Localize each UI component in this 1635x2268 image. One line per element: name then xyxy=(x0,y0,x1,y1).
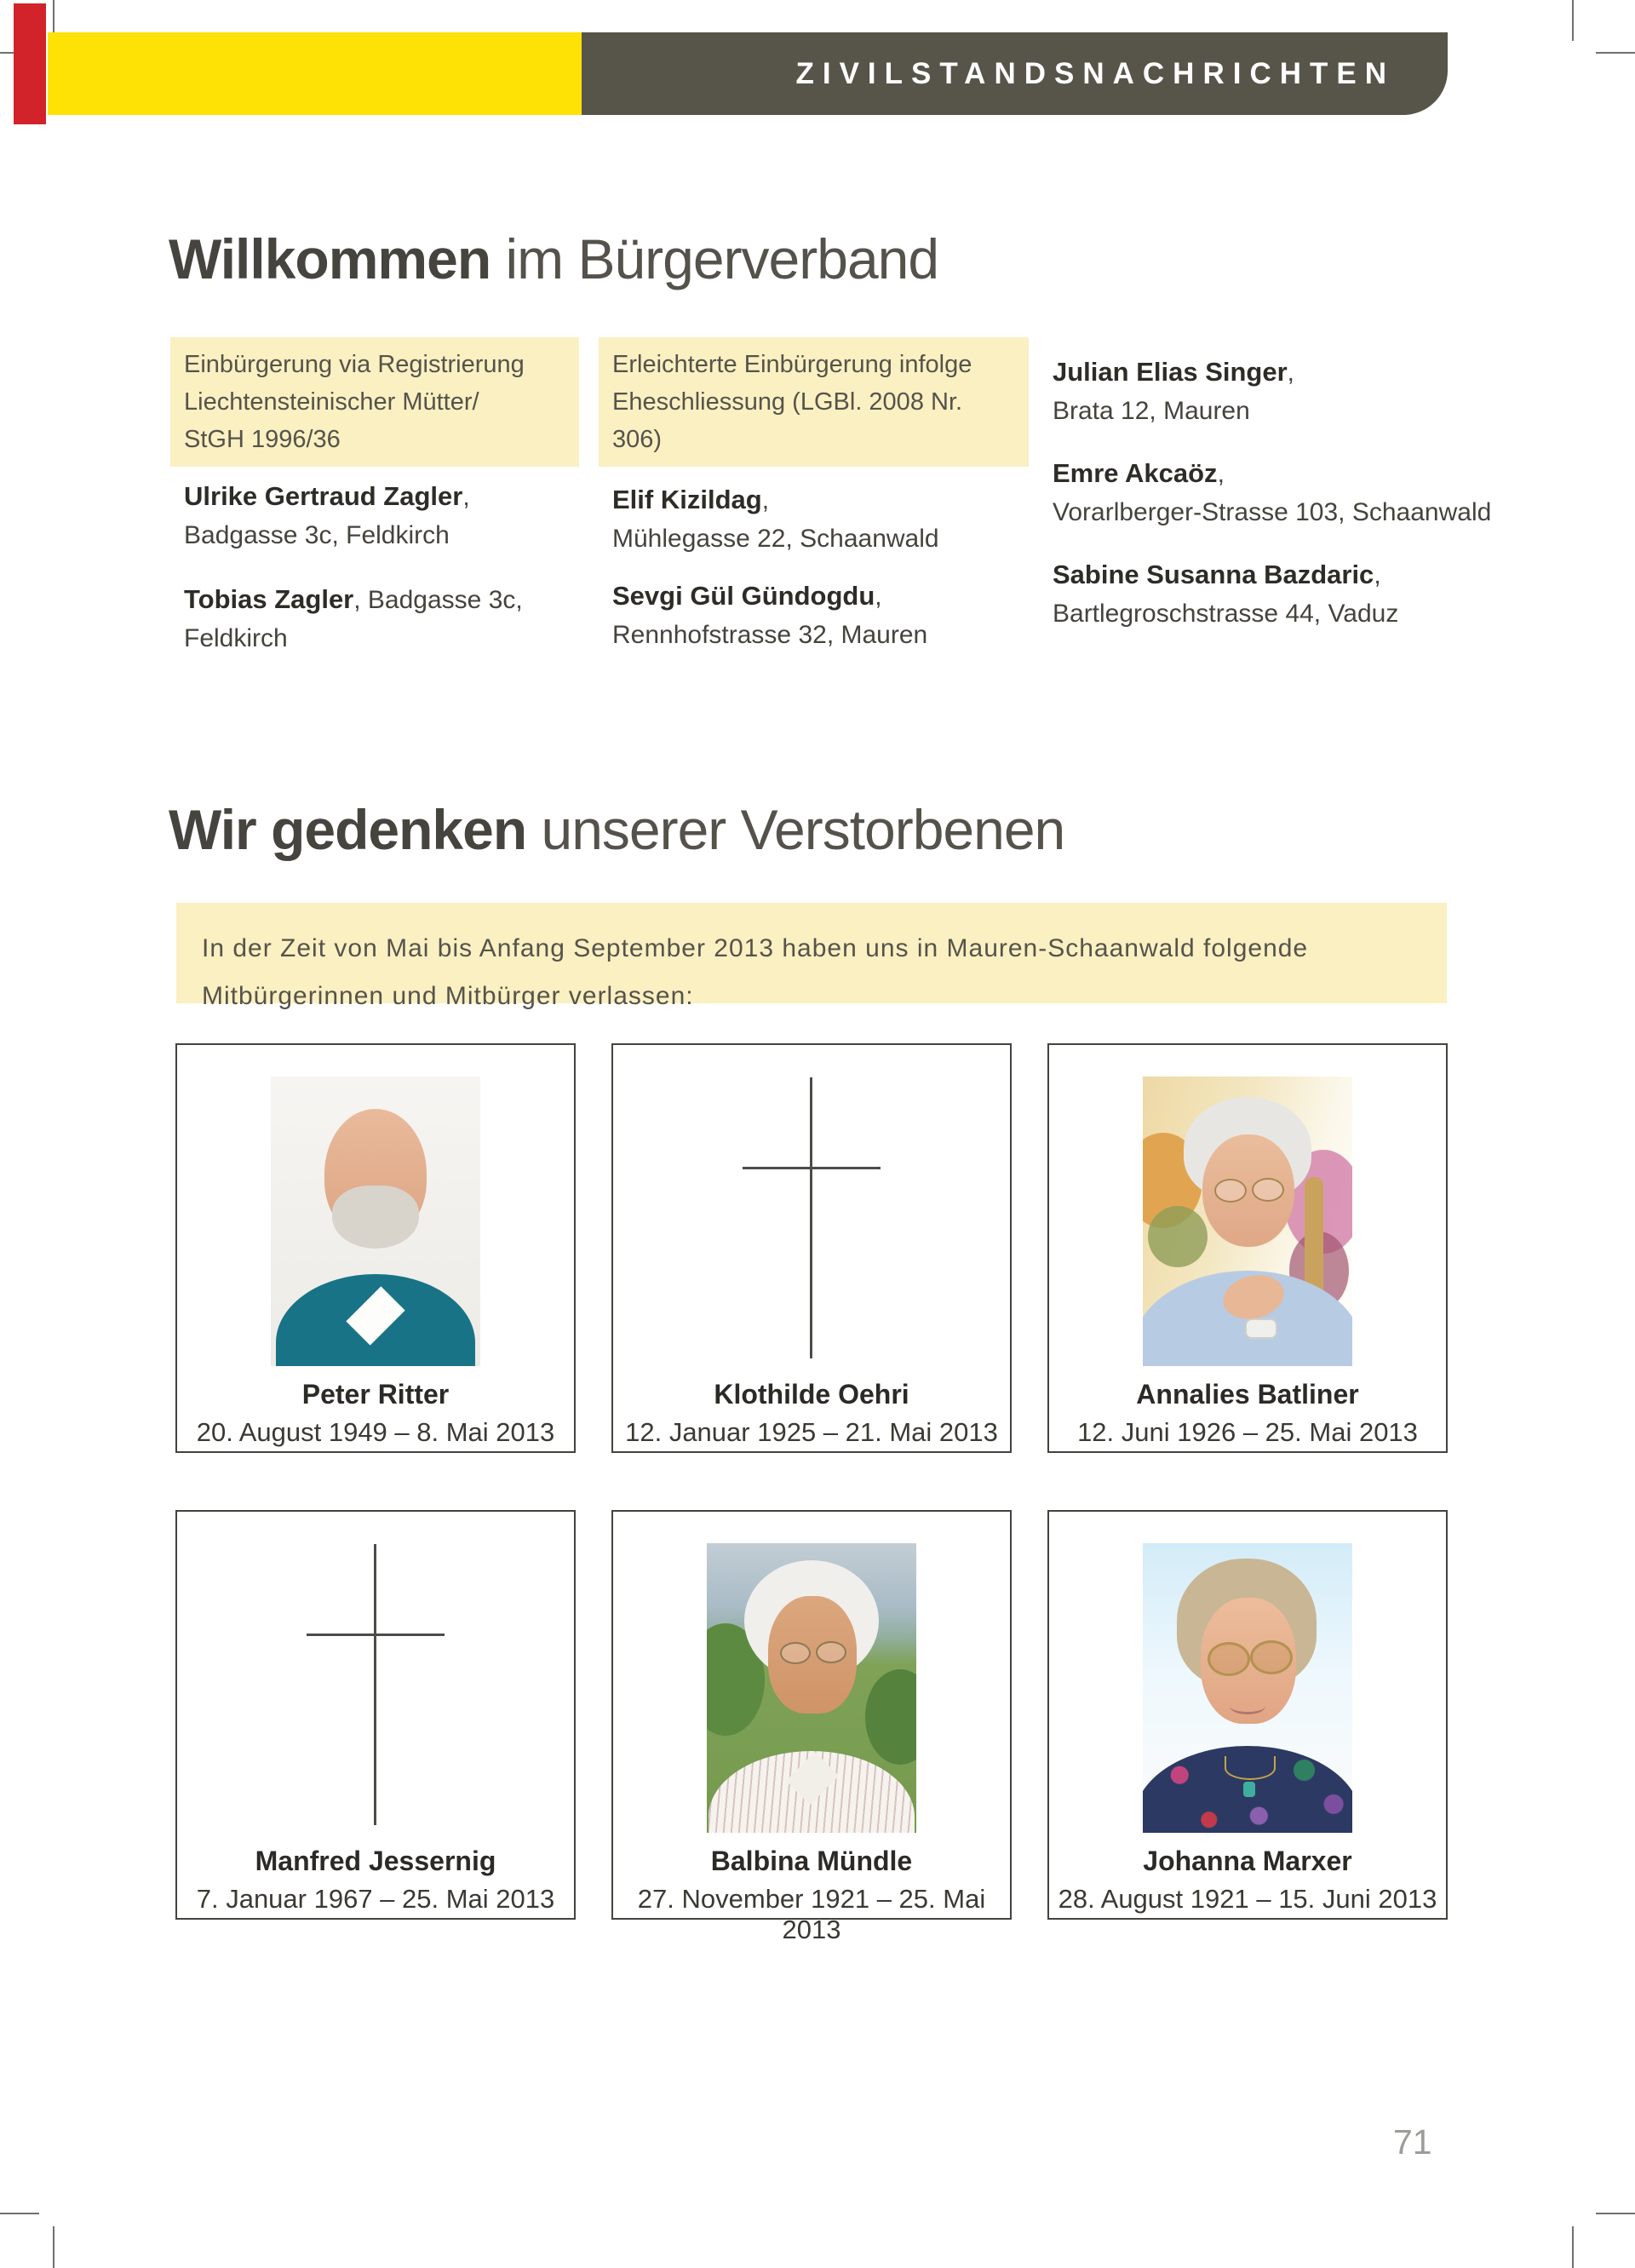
citizen-entry xyxy=(1053,353,1516,430)
welcome-column-1 xyxy=(170,337,579,657)
entry-line xyxy=(612,480,1033,520)
note-line: Mitbürgerinnen und Mitbürger verlassen: xyxy=(202,982,694,1010)
citizen-entry xyxy=(184,477,579,554)
shape xyxy=(816,1641,846,1663)
citizen-rest: , Badgasse 3c, Feldkirch xyxy=(184,586,523,652)
entry-line xyxy=(1053,555,1516,594)
citizen-name: Julian Elias Singer xyxy=(1053,357,1288,387)
shape xyxy=(1245,1318,1277,1339)
highlight-note xyxy=(170,337,579,467)
deceased-dates: 27. November 1921 – 25. Mai 2013 xyxy=(637,1884,986,1944)
deceased-name: Johanna Marxer xyxy=(1143,1846,1352,1876)
note-line: In der Zeit von Mai bis Anfang September 2013 haben uns in Mauren-Schaanwald folgende xyxy=(202,934,1309,962)
shape xyxy=(1243,1782,1255,1797)
welcome-title-light: im Bürgerverband xyxy=(490,227,939,290)
deceased-name: Balbina Mündle xyxy=(710,1846,913,1876)
citizen-address: Rennhofstrasse 32, Mauren xyxy=(612,621,928,649)
highlight-line: Einbürgerung via Registrierung xyxy=(184,351,525,378)
shape xyxy=(1230,1698,1265,1714)
highlight-note xyxy=(599,337,1029,467)
citizen-rest: , xyxy=(1287,359,1294,387)
deceased-dates: 7. Januar 1967 – 25. Mai 2013 xyxy=(196,1884,555,1914)
citizen-rest: , xyxy=(1217,460,1225,488)
citizen-address: Bartlegroschstrasse 44, Vaduz xyxy=(1053,600,1399,628)
memorial-card xyxy=(175,1043,576,1453)
shape xyxy=(1250,1640,1293,1674)
citizen-entry xyxy=(184,580,579,657)
citizen-name: Sevgi Gül Gündogdu xyxy=(612,581,875,611)
welcome-column-3 xyxy=(1039,353,1516,633)
shape xyxy=(1148,1206,1208,1267)
deceased-dates: 12. Juni 1926 – 25. Mai 2013 xyxy=(1077,1417,1418,1447)
portrait-photo xyxy=(1143,1543,1352,1833)
memorial-title xyxy=(169,797,1064,862)
deceased-dates: 20. August 1949 – 8. Mai 2013 xyxy=(196,1417,555,1447)
highlight-line: Liechtensteinischer Mütter/ xyxy=(184,388,479,416)
welcome-column-2 xyxy=(599,337,1033,654)
memorial-card xyxy=(611,1043,1012,1453)
deceased-dates: 28. August 1921 – 15. Juni 2013 xyxy=(1058,1884,1437,1914)
deceased-name: Manfred Jessernig xyxy=(255,1846,496,1876)
page-number: 71 xyxy=(1393,2122,1432,2162)
entry-line xyxy=(184,580,579,657)
shape xyxy=(332,1186,419,1249)
banner-label: ZIVILSTANDSNACHRICHTEN xyxy=(795,56,1395,90)
cross-vertical-bar xyxy=(810,1077,812,1358)
deceased-dates: 12. Januar 1925 – 21. Mai 2013 xyxy=(625,1417,998,1447)
shape xyxy=(865,1669,916,1765)
citizen-rest: , xyxy=(875,583,882,611)
deceased-name: Peter Ritter xyxy=(301,1379,450,1410)
citizen-rest: , xyxy=(1374,561,1381,589)
entry-line xyxy=(612,577,1033,616)
portrait-photo xyxy=(1143,1077,1352,1366)
memorial-title-bold: Wir gedenken xyxy=(169,798,527,861)
memorial-card xyxy=(1047,1510,1448,1920)
entry-line xyxy=(1053,454,1516,493)
highlight-line: Eheschliessung (LGBl. 2008 Nr. 306) xyxy=(612,388,963,453)
highlight-line: StGH 1996/36 xyxy=(184,426,341,453)
memorial-card xyxy=(1047,1043,1448,1453)
memorial-note-box xyxy=(176,903,1447,1010)
portrait-photo xyxy=(271,1077,480,1366)
red-corner-bar xyxy=(14,3,46,124)
citizen-entry xyxy=(612,480,1033,558)
crop-mark xyxy=(0,2213,39,2214)
citizen-address: Brata 12, Mauren xyxy=(1053,397,1250,425)
memorial-card xyxy=(611,1510,1012,1944)
cross-horizontal-bar xyxy=(307,1634,445,1636)
memorial-card xyxy=(175,1510,576,1920)
citizen-name: Tobias Zagler xyxy=(184,584,354,614)
shape xyxy=(780,1642,811,1664)
crop-mark xyxy=(1596,2213,1635,2214)
citizen-entry xyxy=(1053,555,1516,633)
citizen-address: Mühlegasse 22, Schaanwald xyxy=(612,525,939,553)
cross-horizontal-bar xyxy=(743,1167,881,1169)
section-banner xyxy=(582,32,1448,115)
citizen-address: Vorarlberger-Strasse 103, Schaanwald xyxy=(1053,498,1492,526)
shape xyxy=(1225,1756,1276,1780)
deceased-name: Klothilde Oehri xyxy=(714,1379,909,1410)
citizen-name: Sabine Susanna Bazdaric xyxy=(1053,560,1374,589)
deceased-name: Annalies Batliner xyxy=(1136,1379,1359,1410)
entry-line xyxy=(184,477,579,516)
welcome-title xyxy=(169,227,938,291)
cross-vertical-bar xyxy=(374,1544,376,1825)
crop-mark xyxy=(1596,52,1635,54)
shape xyxy=(1208,1642,1250,1676)
crop-mark xyxy=(53,2226,54,2268)
yellow-header-bar xyxy=(48,32,582,115)
welcome-title-bold: Willkommen xyxy=(169,227,491,290)
portrait-photo xyxy=(707,1543,916,1833)
memorial-title-light: unserer Verstorbenen xyxy=(526,798,1065,861)
citizen-rest: , xyxy=(761,486,770,514)
citizen-name: Elif Kizildag xyxy=(612,485,762,514)
citizen-name: Ulrike Gertraud Zagler xyxy=(184,481,463,511)
citizen-entry xyxy=(1053,454,1516,531)
shape xyxy=(1214,1179,1247,1203)
citizen-address: Badgasse 3c, Feldkirch xyxy=(184,521,450,549)
citizen-entry xyxy=(612,577,1033,654)
citizen-name: Emre Akcaöz xyxy=(1053,458,1218,488)
crop-mark xyxy=(1572,0,1574,41)
citizen-rest: , xyxy=(462,483,470,511)
entry-line xyxy=(1053,353,1516,392)
highlight-line: Erleichterte Einbürgerung infolge xyxy=(612,351,972,378)
crop-mark xyxy=(1572,2226,1574,2268)
shape xyxy=(1252,1178,1284,1202)
